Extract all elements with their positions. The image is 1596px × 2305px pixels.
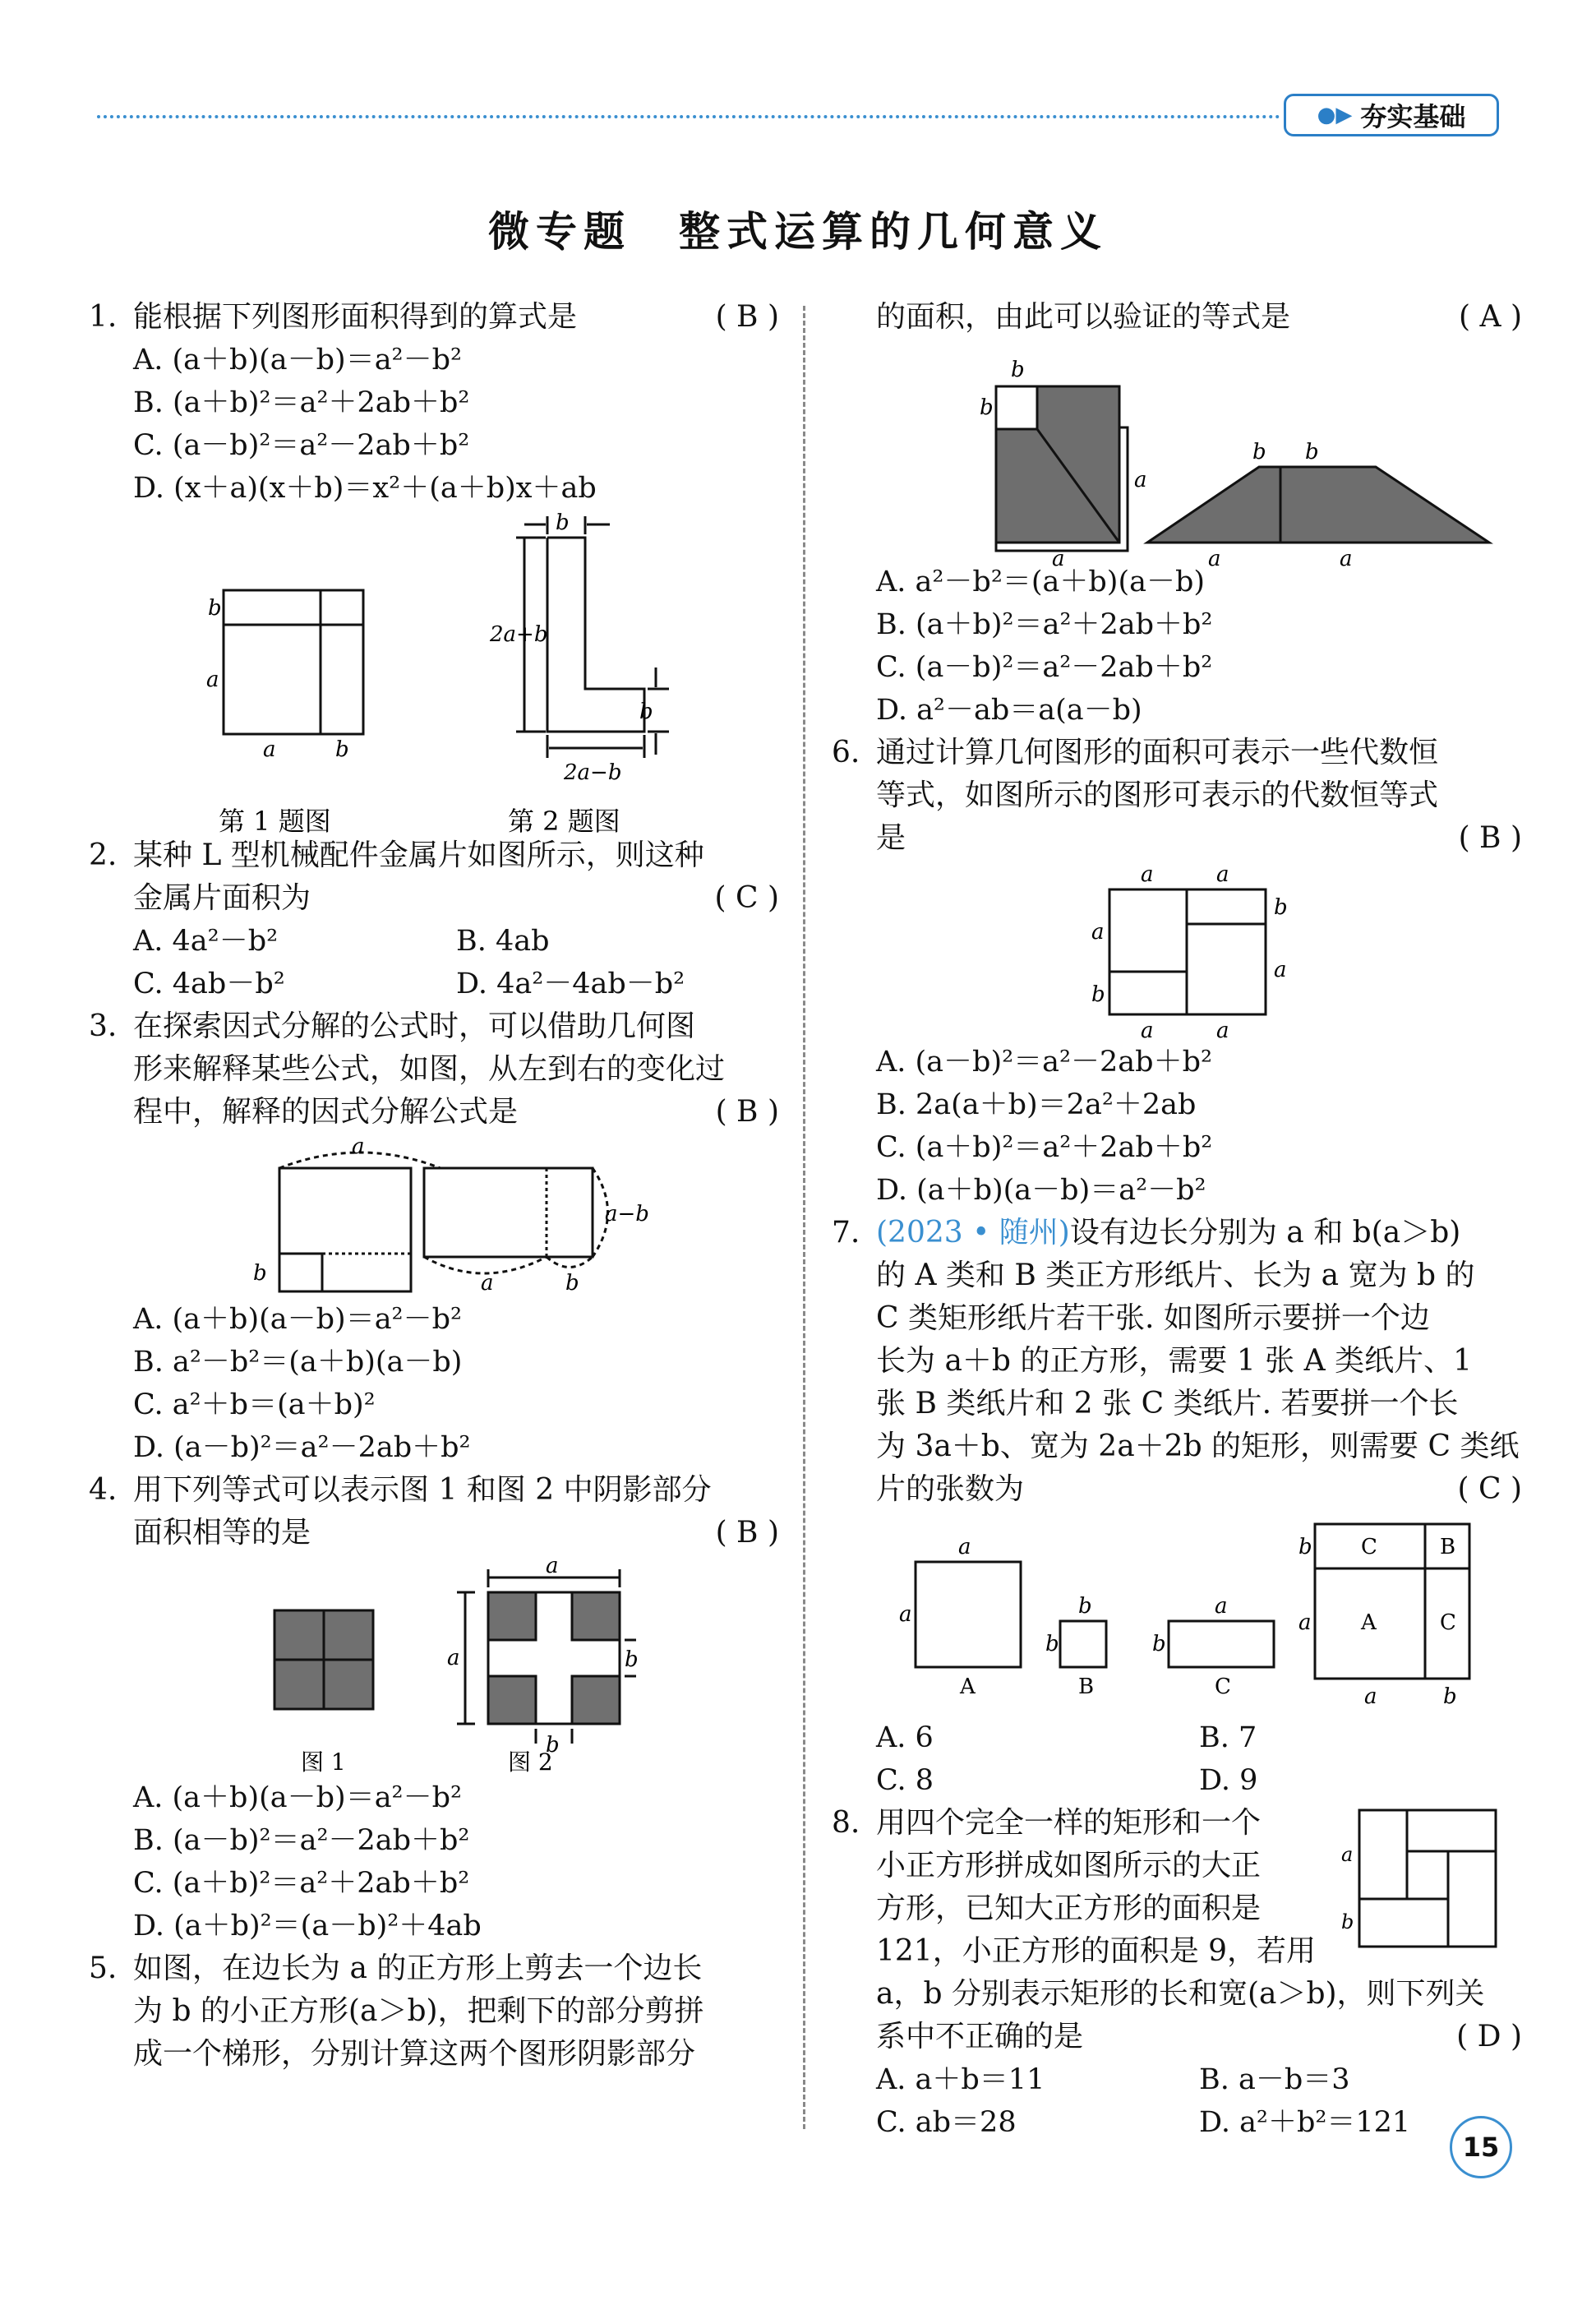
answer: ( C ) — [1457, 1472, 1522, 1506]
question-5 — [89, 1947, 779, 2076]
question-6 — [832, 732, 1522, 860]
svg-text:B: B — [1078, 1674, 1095, 1699]
svg-text:a: a — [1052, 547, 1065, 571]
option-b: B. (a－b)²＝a²－2ab＋b² — [133, 1824, 470, 1857]
question-number: 6. — [832, 736, 860, 769]
svg-text:A: A — [1361, 1610, 1377, 1635]
page-title: 微专题 整式运算的几何意义 — [488, 207, 1108, 256]
svg-text:a−b: a−b — [605, 1202, 649, 1226]
answer: ( C ) — [714, 881, 779, 915]
svg-text:a: a — [1364, 1684, 1377, 1709]
option-b: B. 2a(a＋b)＝2a²＋2ab — [876, 1088, 1197, 1121]
svg-text:C: C — [1440, 1610, 1456, 1635]
svg-text:b: b — [1305, 440, 1319, 464]
svg-text:a: a — [1215, 1594, 1228, 1619]
option-d: D. a²－ab＝a(a－b) — [876, 694, 1142, 727]
svg-text:a: a — [1341, 1843, 1354, 1866]
question-stem: a，b 分别表示矩形的长和宽(a＞b)，则下列关 — [876, 1977, 1485, 2011]
option-b: B. a²－b²＝(a＋b)(a－b) — [133, 1346, 463, 1379]
svg-text:a: a — [352, 1134, 365, 1159]
svg-text:2a−b: 2a−b — [564, 760, 622, 785]
answer: ( B ) — [1458, 821, 1522, 855]
svg-text:b: b — [1341, 1910, 1354, 1933]
answer: ( B ) — [715, 1516, 779, 1550]
question-stem: 为 3a＋b、宽为 2a＋2b 的矩形，则需要 C 类纸 — [876, 1430, 1520, 1463]
option-d: D. 4a²－4ab－b² — [456, 968, 685, 1000]
arrow-icon: ●▶ — [1317, 103, 1353, 127]
question-stem: 面积相等的是 — [133, 1516, 311, 1550]
q1-q2-figures — [89, 510, 779, 837]
answer: ( B ) — [715, 1095, 779, 1129]
question-5-cont — [832, 296, 1522, 339]
option-a: A. (a＋b)(a－b)＝a²－b² — [133, 344, 463, 376]
question-stem: 成一个梯形，分别计算这两个图形阴影部分 — [133, 2037, 696, 2071]
option-c: C. (a－b)²＝a²－2ab＋b² — [876, 651, 1213, 684]
question-stem: 设有边长分别为 a 和 b(a＞b) — [1069, 1216, 1461, 1250]
svg-text:b: b — [1252, 440, 1266, 464]
svg-text:a: a — [206, 667, 219, 692]
question-stem: 能根据下列图形面积得到的算式是 — [133, 300, 578, 334]
question-stem: 小正方形拼成如图所示的大正 — [876, 1849, 1262, 1882]
svg-text:B: B — [1440, 1535, 1456, 1559]
figure-3 — [89, 1134, 779, 1298]
question-stem: 程中，解释的因式分解公式是 — [133, 1095, 519, 1129]
question-stem: 金属片面积为 — [133, 881, 311, 915]
svg-text:a: a — [263, 737, 276, 762]
svg-text:a: a — [1141, 1019, 1154, 1043]
svg-text:a: a — [1208, 547, 1221, 571]
question-number: 2. — [89, 838, 118, 872]
question-stem: C 类矩形纸片若干张. 如图所示要拼一个边 — [876, 1301, 1430, 1335]
option-c: C. a²＋b＝(a＋b)² — [133, 1388, 376, 1421]
svg-text:a: a — [1340, 547, 1353, 571]
question-stem: 是 — [876, 821, 906, 855]
question-number: 7. — [832, 1216, 860, 1250]
svg-text:b: b — [335, 737, 349, 762]
question-7 — [832, 1212, 1522, 1511]
svg-text:a: a — [1091, 920, 1105, 945]
question-stem: 系中不正确的是 — [876, 2020, 1084, 2053]
left-column — [89, 296, 779, 2076]
option-b: B. a－b＝3 — [1199, 2063, 1350, 2096]
option-d: D. 9 — [1199, 1764, 1258, 1797]
question-stem: 用四个完全一样的矩形和一个 — [876, 1806, 1262, 1840]
svg-text:C: C — [1361, 1535, 1377, 1559]
svg-text:b: b — [980, 395, 994, 420]
question-stem: 方形，已知大正方形的面积是 — [876, 1892, 1262, 1925]
column-divider — [803, 306, 805, 2129]
question-4 — [89, 1469, 779, 1554]
svg-text:b: b — [556, 510, 570, 535]
option-c: C. (a＋b)²＝a²＋2ab＋b² — [876, 1131, 1213, 1164]
svg-text:2a+b: 2a+b — [490, 622, 548, 647]
figure-1 — [224, 590, 363, 734]
svg-text:A: A — [960, 1674, 976, 1699]
svg-text:b: b — [625, 1647, 639, 1672]
question-stem: 等式，如图所示的图形可表示的代数恒等式 — [876, 778, 1439, 812]
svg-text:a: a — [1298, 1610, 1312, 1635]
fig-caption-2: 第 2 题图 — [508, 806, 620, 837]
svg-text:a: a — [1216, 1019, 1229, 1043]
question-2 — [89, 834, 779, 920]
svg-text:b: b — [1152, 1632, 1166, 1656]
page-number: 15 — [1450, 2116, 1512, 2178]
question-stem: 121，小正方形的面积是 9，若用 — [876, 1934, 1317, 1968]
figure-6 — [832, 860, 1522, 1041]
question-stem: 用下列等式可以表示图 1 和图 2 中阴影部分 — [133, 1473, 712, 1507]
svg-text:b: b — [565, 1271, 579, 1296]
question-number: 4. — [89, 1473, 118, 1507]
svg-text:b: b — [1298, 1535, 1312, 1559]
svg-text:a: a — [1216, 862, 1229, 887]
option-a: A. (a＋b)(a－b)＝a²－b² — [133, 1781, 463, 1814]
answer: ( A ) — [1459, 300, 1522, 334]
option-c: C. (a－b)²＝a²－2ab＋b² — [133, 429, 470, 462]
question-8 — [832, 1802, 1522, 2058]
svg-text:b: b — [1274, 895, 1288, 920]
question-stem: 片的张数为 — [876, 1472, 1025, 1506]
question-stem: 的 A 类和 B 类正方形纸片、长为 a 宽为 b 的 — [876, 1259, 1475, 1292]
option-a: A. a＋b＝11 — [876, 2063, 1045, 2096]
figure-7 — [832, 1511, 1522, 1716]
option-c: C. ab＝28 — [876, 2106, 1017, 2139]
svg-text:a: a — [1274, 958, 1287, 982]
fig-caption-1: 第 1 题图 — [219, 806, 331, 837]
svg-text:b: b — [1045, 1632, 1059, 1656]
figure-4 — [89, 1554, 779, 1776]
option-a: A. 6 — [876, 1721, 934, 1754]
option-d: D. (a＋b)²＝(a－b)²＋4ab — [133, 1910, 482, 1942]
section-badge-label: 夯实基础 — [1360, 101, 1466, 132]
figure-5 — [832, 339, 1522, 571]
question-stem: 长为 a＋b 的正方形，需要 1 张 A 类纸片、1 — [876, 1344, 1472, 1378]
option-a: A. (a＋b)(a－b)＝a²－b² — [133, 1303, 463, 1336]
svg-text:a: a — [481, 1271, 494, 1296]
svg-text:a: a — [447, 1646, 460, 1670]
question-number: 5. — [89, 1952, 118, 1985]
question-number: 8. — [832, 1806, 860, 1840]
svg-text:b: b — [546, 1733, 560, 1758]
right-column — [832, 296, 1522, 2144]
option-a: A. a²－b²＝(a＋b)(a－b) — [876, 566, 1206, 598]
question-stem: 如图，在边长为 a 的正方形上剪去一个边长 — [133, 1952, 703, 1985]
svg-text:b: b — [1011, 358, 1025, 382]
option-d: D. a²＋b²＝121 — [1199, 2106, 1411, 2139]
option-d: D. (a＋b)(a－b)＝a²－b² — [876, 1174, 1206, 1207]
svg-text:b: b — [253, 1261, 267, 1286]
question-stem: 为 b 的小正方形(a＞b)，把剩下的部分剪拼 — [133, 1994, 704, 2028]
question-stem: 通过计算几何图形的面积可表示一些代数恒 — [876, 736, 1439, 769]
option-c: C. 4ab－b² — [133, 968, 285, 1000]
section-badge — [1284, 94, 1499, 136]
option-b: B. 7 — [1199, 1721, 1257, 1754]
question-stem: 的面积，由此可以验证的等式是 — [876, 300, 1291, 334]
question-stem: 张 B 类纸片和 2 张 C 类纸片. 若要拼一个长 — [876, 1387, 1459, 1420]
answer: ( D ) — [1456, 2020, 1522, 2053]
question-3 — [89, 1005, 779, 1134]
svg-text:b: b — [208, 596, 222, 621]
question-number: 3. — [89, 1009, 118, 1043]
svg-text:b: b — [639, 700, 653, 724]
option-d: D. (a－b)²＝a²－2ab＋b² — [133, 1431, 471, 1464]
option-c: C. (a＋b)²＝a²＋2ab＋b² — [133, 1867, 470, 1900]
svg-text:C: C — [1215, 1674, 1231, 1699]
question-1 — [89, 296, 779, 339]
option-b: B. (a＋b)²＝a²＋2ab＋b² — [876, 608, 1213, 641]
option-a: A. (a－b)²＝a²－2ab＋b² — [876, 1046, 1213, 1079]
option-b: B. (a＋b)²＝a²＋2ab＋b² — [133, 386, 470, 419]
header-dotted-line — [97, 115, 1280, 118]
question-stem: 某种 L 型机械配件金属片如图所示，则这种 — [133, 838, 704, 872]
svg-text:b: b — [1078, 1594, 1092, 1619]
question-stem: 形来解释某些公式，如图，从左到右的变化过 — [133, 1052, 726, 1086]
svg-text:a: a — [899, 1602, 912, 1627]
question-number: 1. — [89, 300, 118, 334]
answer: ( B ) — [715, 300, 779, 334]
question-stem: 在探索因式分解的公式时，可以借助几何图 — [133, 1009, 696, 1043]
svg-text:图 2: 图 2 — [508, 1748, 553, 1776]
svg-text:a: a — [546, 1554, 559, 1578]
svg-text:a: a — [1134, 468, 1147, 492]
figure-8 — [1330, 1802, 1511, 1966]
figures-1-2 — [89, 510, 779, 837]
svg-text:b: b — [1091, 982, 1105, 1007]
question-source: (2023 • 随州) — [876, 1216, 1070, 1250]
svg-text:a: a — [1141, 862, 1154, 887]
option-c: C. 8 — [876, 1764, 934, 1797]
option-b: B. 4ab — [456, 925, 550, 958]
svg-text:b: b — [1443, 1684, 1457, 1709]
svg-text:图 1: 图 1 — [301, 1748, 346, 1776]
option-d: D. (x＋a)(x＋b)＝x²＋(a＋b)x＋ab — [133, 472, 597, 505]
svg-text:a: a — [958, 1535, 971, 1559]
option-a: A. 4a²－b² — [133, 925, 279, 958]
